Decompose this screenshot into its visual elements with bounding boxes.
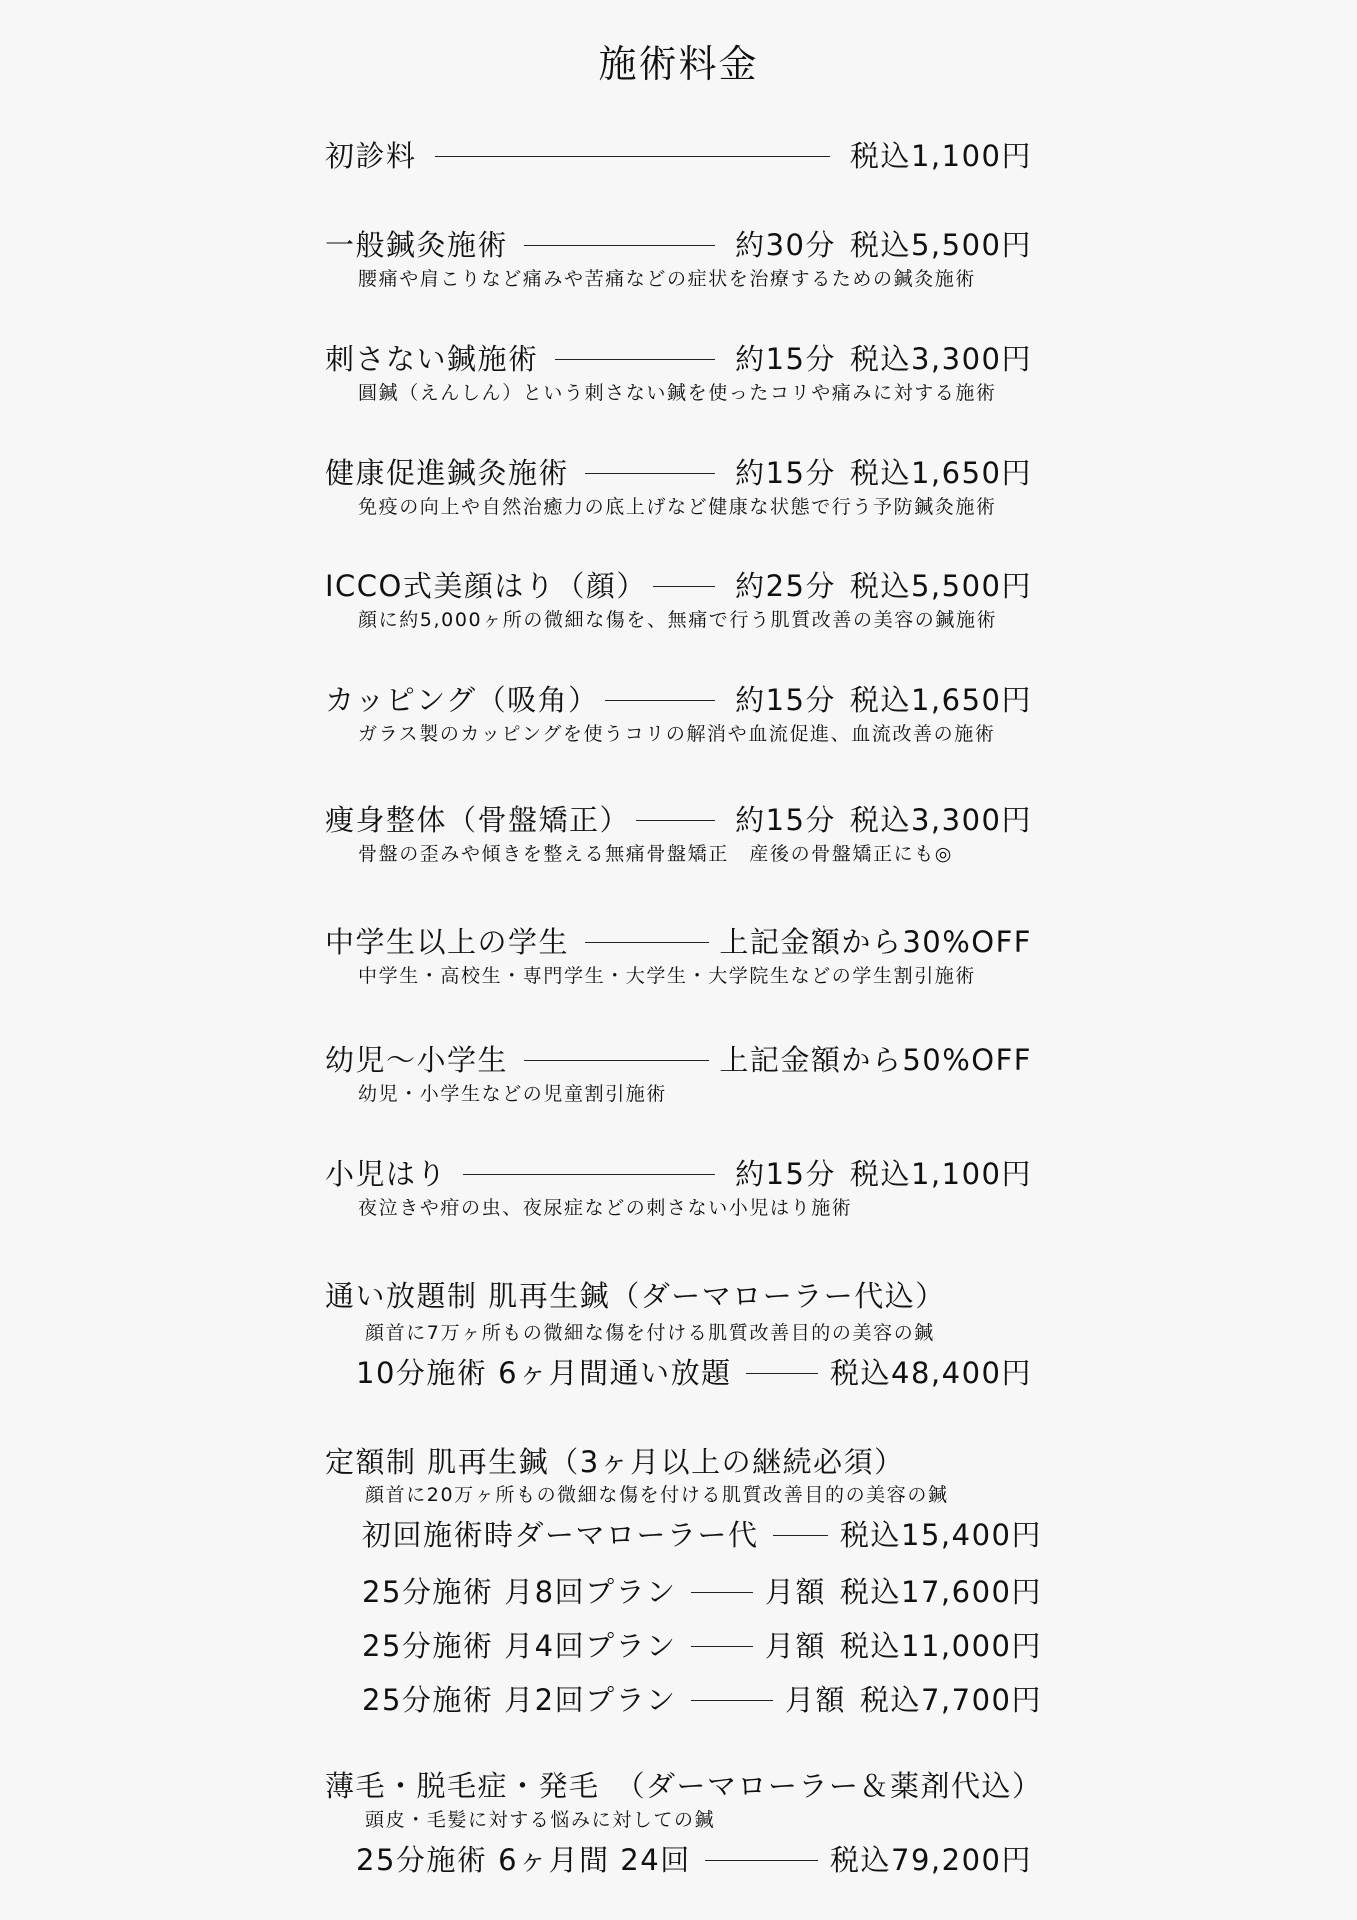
plan-fixed-rate <box>325 1444 1042 1718</box>
plan-option-price: 税込7,700円 <box>859 1683 1042 1717</box>
leader-line <box>636 820 715 821</box>
menu-item-price: 税込1,100円 <box>849 139 1032 173</box>
menu-item-row <box>325 138 1032 174</box>
plan-option-row <box>356 1355 1032 1391</box>
leader-line <box>585 473 715 474</box>
plan-option-price: 税込17,600円 <box>840 1575 1042 1609</box>
plan-option-unit: 月額 <box>765 1575 827 1609</box>
menu-item-price: 税込3,300円 <box>849 803 1032 837</box>
leader-line <box>524 245 715 246</box>
plan-option-row <box>362 1682 1042 1718</box>
plan-option-label: 初回施術時ダーマローラー代 <box>362 1518 759 1552</box>
menu-item-duration: 約15分 <box>735 1157 836 1191</box>
plan-option-row <box>362 1574 1042 1610</box>
menu-item-description: 中学生・高校生・専門学生・大学生・大学院生などの学生割引施術 <box>358 965 977 987</box>
menu-item-child-discount <box>325 1042 1032 1106</box>
menu-item-description: ガラス製のカッピングを使うコリの解消や血流促進、血流改善の施術 <box>358 723 996 745</box>
menu-item-price: 税込3,300円 <box>849 342 1032 376</box>
menu-item-description: 幼児・小学生などの児童割引施術 <box>358 1083 668 1105</box>
menu-item-duration: 約15分 <box>735 456 836 490</box>
plan-option-row <box>362 1517 1042 1553</box>
menu-item-price: 税込5,500円 <box>849 228 1032 262</box>
plan-description: 顔首に7万ヶ所もの微細な傷を付ける肌質改善目的の美容の鍼 <box>365 1322 935 1344</box>
plan-option-unit: 月額 <box>765 1629 827 1663</box>
menu-item-name: 小児はり <box>325 1157 448 1191</box>
leader-line <box>463 1174 715 1175</box>
menu-item-row <box>325 802 1032 838</box>
menu-item-row <box>325 1156 1032 1192</box>
menu-item-first-visit <box>325 138 1032 174</box>
plan-description: 顔首に20万ヶ所もの微細な傷を付ける肌質改善目的の美容の鍼 <box>365 1484 949 1506</box>
menu-item-price: 税込1,650円 <box>849 683 1032 717</box>
leader-line <box>773 1535 829 1536</box>
menu-item-name: 一般鍼灸施術 <box>325 228 509 262</box>
plan-option-label: 25分施術 月4回プラン <box>362 1629 677 1663</box>
menu-item-description: 顔に約5,000ヶ所の微細な傷を、無痛で行う肌質改善の美容の鍼施術 <box>358 609 998 631</box>
menu-item-description: 腰痛や肩こりなど痛みや苦痛などの症状を治療するための鍼灸施術 <box>358 268 977 290</box>
menu-item-student-discount <box>325 924 1032 988</box>
leader-line <box>435 156 830 157</box>
menu-item-price: 上記金額から30%OFF <box>719 925 1032 959</box>
menu-item-row <box>325 227 1032 263</box>
menu-item-name: 痩身整体（骨盤矯正） <box>325 803 631 837</box>
menu-item-duration: 約15分 <box>735 342 836 376</box>
plan-hair-loss <box>325 1768 1042 1878</box>
menu-item-non-insertion-needle <box>325 341 1032 405</box>
page-title: 施術料金 <box>598 42 759 86</box>
menu-item-name: カッピング（吸角） <box>325 683 599 717</box>
menu-item-price: 税込5,500円 <box>849 569 1032 603</box>
leader-line <box>691 1646 753 1647</box>
menu-item-facial-acupuncture <box>325 568 1032 632</box>
menu-item-pelvic-correction <box>325 802 1032 866</box>
menu-item-name: 刺さない鍼施術 <box>325 342 539 376</box>
menu-item-cupping <box>325 682 1032 746</box>
menu-item-description: 免疫の向上や自然治癒力の底上げなど健康な状態で行う予防鍼灸施術 <box>358 496 997 518</box>
leader-line <box>691 1700 773 1701</box>
menu-item-duration: 約25分 <box>735 569 836 603</box>
menu-item-row <box>325 924 1032 960</box>
menu-item-price: 税込1,650円 <box>849 456 1032 490</box>
plan-description: 頭皮・毛髪に対する悩みに対しての鍼 <box>365 1809 716 1831</box>
menu-item-name: 幼児〜小学生 <box>325 1043 509 1077</box>
plan-option-label: 25分施術 月8回プラン <box>362 1575 677 1609</box>
plan-title: 定額制 肌再生鍼（3ヶ月以上の継続必須） <box>325 1445 905 1479</box>
leader-line <box>705 1860 818 1861</box>
plan-option-label: 25分施術 6ヶ月間 24回 <box>356 1843 691 1877</box>
plan-option-label: 10分施術 6ヶ月間通い放題 <box>356 1356 732 1390</box>
menu-item-description: 夜泣きや疳の虫、夜尿症などの刺さない小児はり施術 <box>358 1197 853 1219</box>
leader-line <box>524 1060 709 1061</box>
leader-line <box>605 700 715 701</box>
plan-option-price: 税込48,400円 <box>830 1356 1032 1390</box>
menu-item-name: 初診料 <box>325 139 417 173</box>
plan-option-unit: 月額 <box>784 1683 846 1717</box>
menu-item-row <box>325 341 1032 377</box>
menu-item-duration: 約30分 <box>735 228 836 262</box>
menu-item-row <box>325 1042 1032 1078</box>
menu-item-row <box>325 455 1032 491</box>
menu-item-price: 税込1,100円 <box>849 1157 1032 1191</box>
menu-item-name: ICCO式美顔はり（顔） <box>325 569 647 603</box>
plan-option-row <box>362 1628 1042 1664</box>
menu-item-name: 健康促進鍼灸施術 <box>325 456 570 490</box>
menu-item-pediatric-acupuncture <box>325 1156 1032 1220</box>
plan-option-price: 税込79,200円 <box>830 1843 1032 1877</box>
leader-line <box>555 359 716 360</box>
plan-title: 薄毛・脱毛症・発毛 （ダーマローラー＆薬剤代込） <box>325 1769 1043 1803</box>
plan-unlimited <box>325 1278 1042 1391</box>
menu-item-duration: 約15分 <box>735 803 836 837</box>
plan-option-row <box>356 1842 1032 1878</box>
menu-item-duration: 約15分 <box>735 683 836 717</box>
menu-item-description: 圓鍼（えんしん）という刺さない鍼を使ったコリや痛みに対する施術 <box>358 382 997 404</box>
menu-item-row <box>325 682 1032 718</box>
plan-title: 通い放題制 肌再生鍼（ダーマローラー代込） <box>325 1279 946 1313</box>
menu-item-health-promotion <box>325 455 1032 519</box>
leader-line <box>653 586 715 587</box>
plan-option-price: 税込15,400円 <box>840 1518 1042 1552</box>
leader-line <box>691 1592 753 1593</box>
menu-item-general-acupuncture <box>325 227 1032 291</box>
leader-line <box>746 1373 818 1374</box>
menu-item-description: 骨盤の歪みや傾きを整える無痛骨盤矯正 産後の骨盤矯正にも◎ <box>358 843 953 865</box>
plan-option-label: 25分施術 月2回プラン <box>362 1683 677 1717</box>
menu-item-row <box>325 568 1032 604</box>
menu-item-price: 上記金額から50%OFF <box>719 1043 1032 1077</box>
plan-option-price: 税込11,000円 <box>840 1629 1042 1663</box>
menu-item-name: 中学生以上の学生 <box>325 925 570 959</box>
leader-line <box>585 942 709 943</box>
